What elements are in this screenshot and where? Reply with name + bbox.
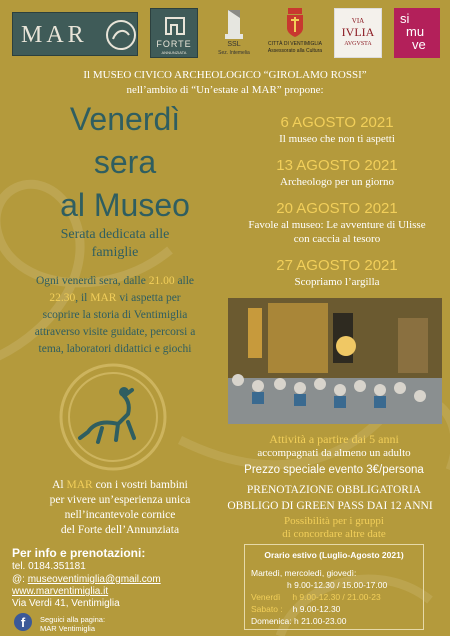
groups-line1: Possibilità per i gruppi xyxy=(284,515,384,527)
booking-required: PRENOTAZIONE OBBLIGATORIA xyxy=(246,484,422,496)
forte-logo-icon xyxy=(163,14,187,38)
intro-l1a: Ogni venerdì sera, dalle xyxy=(35,275,149,287)
hours-row1: Martedì, mercoledì, giovedì: xyxy=(251,568,357,578)
forte-logo-text: FORTE xyxy=(156,39,192,49)
simuve-line1: si xyxy=(400,11,410,26)
intro-line4: attraverso visite guidate, percorsi a xyxy=(34,326,196,338)
event-3-date: 20 AGOSTO 2021 xyxy=(276,200,398,217)
intro-line3: scoprire la storia di Ventimiglia xyxy=(42,309,188,321)
closing-line4: del Forte dell’Annunziata xyxy=(60,524,180,536)
citta-logo xyxy=(266,8,324,58)
ssl-logo-sub: Sez. Intemelia xyxy=(218,50,250,56)
via-julia-logo xyxy=(334,8,382,58)
ssl-logo xyxy=(214,8,254,58)
intro-time-start: 21.00 xyxy=(148,275,175,287)
website-link[interactable]: www.marventimiglia.it xyxy=(12,586,109,597)
green-pass-notice: OBBLIGO DI GREEN PASS DAI 12 ANNI xyxy=(227,500,433,512)
email-link[interactable]: museoventimiglia@gmail.com xyxy=(27,574,161,585)
hours-row5: Domenica: h 21.00-23.00 xyxy=(251,616,347,626)
closing-l1a: Al xyxy=(52,479,67,491)
event-1-date: 6 AGOSTO 2021 xyxy=(280,114,394,131)
hours-saturday-time: h 9.00-12.30 xyxy=(292,604,341,614)
mar-logo-emblem-icon xyxy=(105,19,137,51)
simuve-line3: ve xyxy=(412,37,426,52)
title-line2: sera xyxy=(93,144,157,180)
centaur-emblem-icon xyxy=(58,362,168,472)
intro-line1 xyxy=(0,275,230,287)
header-line1: Il MUSEO CIVICO ARCHEOLOGICO “GIROLAMO ROSSI” xyxy=(83,69,367,81)
citta-logo-sub: Assessorato alla Cultura xyxy=(267,48,323,54)
subtitle-line2: famiglie xyxy=(91,245,139,260)
subtitle-line1: Serata dedicata alle xyxy=(60,227,170,242)
event-1-desc: Il museo che non ti aspetti xyxy=(279,133,395,145)
groups-line2: di concordare altre date xyxy=(282,528,386,540)
hours-row3 xyxy=(251,592,381,602)
activity-adult: accompagnati da almeno un adulto xyxy=(257,447,411,459)
contacts-phone: tel. 0184.351181 xyxy=(12,561,86,572)
hours-box xyxy=(244,544,424,630)
forte-logo-sub: ANNUNZIATA xyxy=(161,50,187,55)
event-2-date: 13 AGOSTO 2021 xyxy=(276,157,398,174)
mar-logo-text: MAR xyxy=(21,22,88,48)
closing-mar: MAR xyxy=(66,479,93,491)
hours-row4 xyxy=(251,604,340,614)
activity-price: Prezzo speciale evento 3€/persona xyxy=(244,464,424,476)
facebook-line1: Seguici alla pagina: xyxy=(40,615,106,624)
event-2-desc: Archeologo per un giorno xyxy=(280,176,394,188)
intro-line2 xyxy=(0,292,230,304)
via-julia-line3: AVGVSTA xyxy=(344,41,372,47)
hours-heading: Orario estivo (Luglio-Agosto 2021) xyxy=(264,550,404,560)
via-julia-line2: IVLIA xyxy=(341,25,375,39)
closing-line3: nell’incantevole cornice xyxy=(64,509,176,521)
event-4-desc: Scopriamo l’argilla xyxy=(294,276,380,288)
closing-l1c: con i vostri bambini xyxy=(92,479,188,491)
hours-row2: h 9.00-12.30 / 15.00-17.00 xyxy=(287,580,388,590)
facebook-icon[interactable]: f xyxy=(14,613,32,631)
citta-logo-text: CITTÀ DI VENTIMIGLIA xyxy=(268,41,322,47)
email-prefix: @: xyxy=(12,574,28,585)
event-4-date: 27 AGOSTO 2021 xyxy=(276,257,398,274)
mar-logo xyxy=(12,12,138,56)
intro-l2b: , il xyxy=(75,292,91,304)
hours-saturday-label: Sabato : xyxy=(251,604,283,614)
facebook-page-link[interactable]: MAR Ventimiglia xyxy=(40,624,96,633)
contacts-address: Via Verdi 41, Ventimiglia xyxy=(12,598,120,609)
header-line2: nell’ambito di “Un’estate al MAR” propone: xyxy=(126,84,324,96)
title-line3: al Museo xyxy=(60,187,190,223)
event-3-desc: Favole al museo: Le avventure di Ulisse xyxy=(248,219,426,231)
intro-l1c: alle xyxy=(174,275,195,287)
intro-mar: MAR xyxy=(90,292,117,304)
via-julia-line1: VIA xyxy=(351,17,365,25)
simuve-line2: mu xyxy=(406,24,425,39)
intro-line5: tema, laboratori didattici e giochi xyxy=(38,343,192,355)
contacts-email-row xyxy=(12,574,161,585)
title-line1: Venerdì xyxy=(69,101,181,137)
activity-age: Attività a partire dai 5 anni xyxy=(269,432,399,446)
intro-l2d: vi aspetta per xyxy=(116,292,181,304)
forte-logo xyxy=(150,8,198,58)
museum-courtyard-photo xyxy=(228,298,442,424)
closing-line1 xyxy=(0,479,240,491)
ssl-logo-text: SSL xyxy=(227,41,241,48)
intro-time-end: 22.30 xyxy=(49,292,76,304)
column-icon xyxy=(222,8,246,40)
contacts-heading: Per info e prenotazioni: xyxy=(12,546,146,560)
closing-line2: per vivere un’esperienza unica xyxy=(49,494,191,506)
hours-friday-time: h 9.00-12.30 / 21.00-23 xyxy=(292,592,381,602)
hours-friday-label: Venerdì xyxy=(251,592,281,602)
event-3-desc2: con caccia al tesoro xyxy=(293,233,381,245)
coat-of-arms-icon xyxy=(285,8,305,38)
simuve-logo xyxy=(394,8,440,58)
